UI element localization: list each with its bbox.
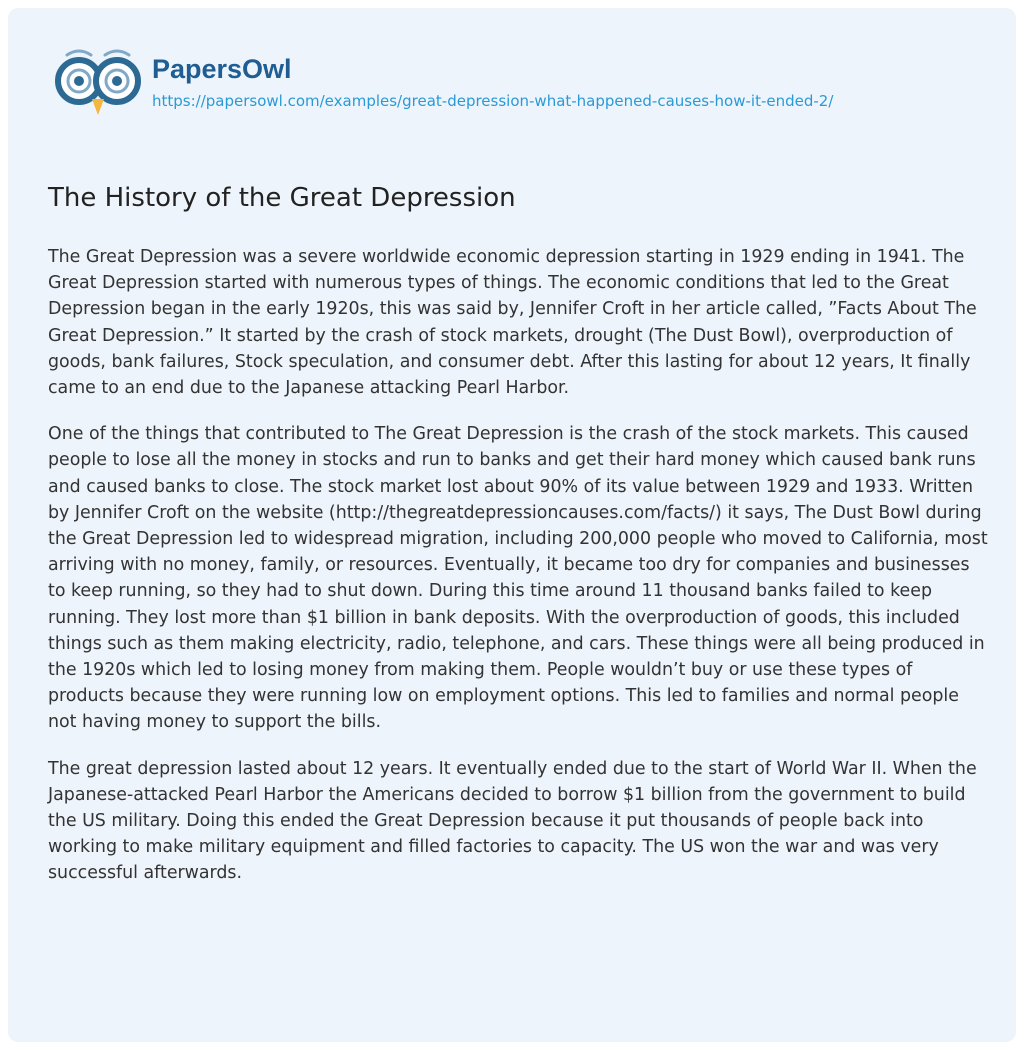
source-url-link[interactable]: https://papersowl.com/examples/great-depression-what-happened-causes-how-it-ended-2/ [152, 92, 834, 110]
owl-logo-icon [48, 38, 148, 128]
brand-name[interactable]: PapersOwl [152, 54, 292, 84]
paragraph: One of the things that contributed to The Great Depression is the crash of the stock markets. This caused people to lose all the money in stocks and run to banks and get their hard money which caused bank runs and caused banks to close. The stock market lost about 90% of its value between 1929 and 1933. Written by Jennifer Croft on the website (http://thegreatdepressioncauses.com/facts/) it says, The Dust Bowl during the Great Depression led to widespread migration, including 200,000 people who moved to California, most arriving with no money, family, or resources. Eventually, it became too dry for companies and businesses to keep running, so they had to shut down. During this time around 11 thousand banks failed to keep running. They lost more than $1 billion in bank deposits. With the overproduction of goods, this included things such as them making electricity, radio, telephone, and cars. These things were all being produced in the 1920s which led to losing money from making them. People wouldn’t buy or use these types of products because they were running low on employment options. This led to families and normal people not having money to support the bills. [48, 424, 988, 733]
header [48, 38, 833, 128]
paragraph: The Great Depression was a severe worldwide economic depression starting in 1929 ending in 1941. The Great Depression started with numerous types of things. The economic conditions that led to the Great Depression began in the early 1920s, this was said by, Jennifer Croft in her article called, ”Facts About The Great Depression.” It started by the crash of stock markets, drought (The Dust Bowl), overproduction of goods, bank failures, Stock speculation, and consumer debt. After this lasting for about 12 years, It finally came to an end due to the Japanese attacking Pearl Harbor. [48, 247, 977, 399]
page-title: The History of the Great Depression [48, 183, 516, 213]
document-card [8, 8, 1016, 1042]
paragraph: The great depression lasted about 12 years. It eventually ended due to the start of World War II. When the Japanese-attacked Pearl Harbor the Americans decided to borrow $1 billion from the government to build the US military. Doing this ended the Great Depression because it put thousands of people back into working to make military equipment and filled factories to capacity. The US won the war and was very successful afterwards. [48, 758, 977, 884]
brand [152, 53, 833, 113]
document-body [48, 244, 988, 907]
